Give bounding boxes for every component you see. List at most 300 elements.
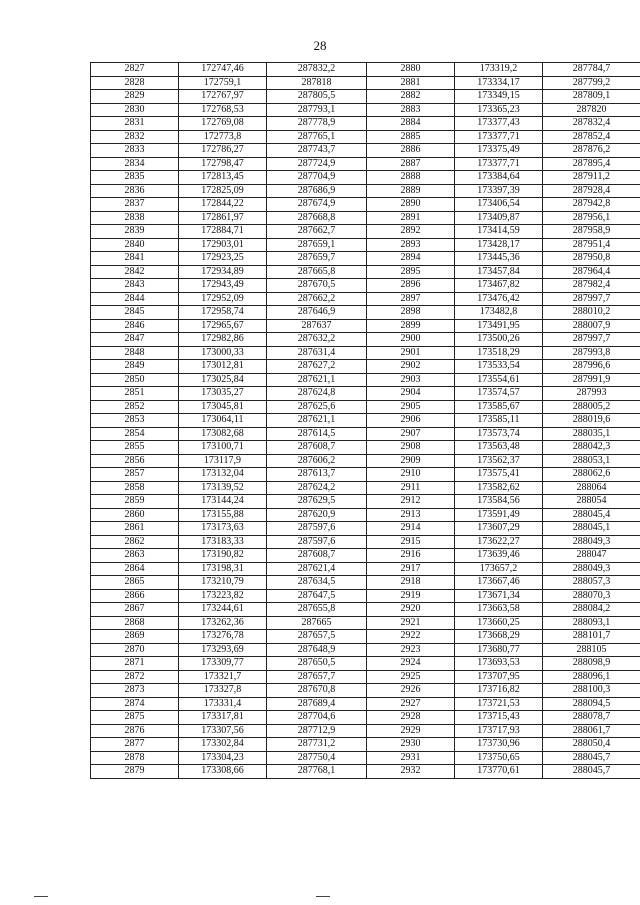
- table-cell: 173349,15: [455, 90, 543, 104]
- table-cell: 2899: [367, 319, 455, 333]
- table-cell: 172903,01: [179, 238, 267, 252]
- table-cell: 173680,77: [455, 643, 543, 657]
- table-cell: 287799,2: [543, 76, 640, 90]
- table-cell: 2878: [91, 751, 179, 765]
- table-cell: 287597,6: [267, 522, 367, 536]
- table-cell: 287689,4: [267, 697, 367, 711]
- table-cell: 287624,2: [267, 481, 367, 495]
- table-cell: 287793,1: [267, 103, 367, 117]
- table-cell: 288045,1: [543, 522, 640, 536]
- table-cell: 2893: [367, 238, 455, 252]
- table-row: [91, 387, 640, 401]
- table-cell: 173457,84: [455, 265, 543, 279]
- table-cell: 288057,3: [543, 576, 640, 590]
- table-cell: 287634,5: [267, 576, 367, 590]
- table-cell: 288084,2: [543, 603, 640, 617]
- table-cell: 2854: [91, 427, 179, 441]
- table-cell: 173657,2: [455, 562, 543, 576]
- table-cell: 2876: [91, 724, 179, 738]
- table-cell: 172923,25: [179, 252, 267, 266]
- table-row: [91, 63, 640, 77]
- table-row: [91, 319, 640, 333]
- table-cell: 287991,9: [543, 373, 640, 387]
- table-cell: 2909: [367, 454, 455, 468]
- table-cell: 2838: [91, 211, 179, 225]
- table-cell: 173293,69: [179, 643, 267, 657]
- table-cell: 172884,71: [179, 225, 267, 239]
- table-row: [91, 576, 640, 590]
- table-cell: 287621,4: [267, 562, 367, 576]
- table-cell: 287650,5: [267, 657, 367, 671]
- table-cell: 287765,1: [267, 130, 367, 144]
- table-cell: 173045,81: [179, 400, 267, 414]
- table-cell: 288053,1: [543, 454, 640, 468]
- table-cell: 2930: [367, 738, 455, 752]
- table-cell: 173365,23: [455, 103, 543, 117]
- table-cell: 173574,57: [455, 387, 543, 401]
- table-cell: 172813,45: [179, 171, 267, 185]
- table-cell: 172767,97: [179, 90, 267, 104]
- table-cell: 2927: [367, 697, 455, 711]
- table-cell: 2924: [367, 657, 455, 671]
- table-cell: 173693,53: [455, 657, 543, 671]
- table-cell: 172798,47: [179, 157, 267, 171]
- table-cell: 173476,42: [455, 292, 543, 306]
- table-cell: 2858: [91, 481, 179, 495]
- table-cell: 2897: [367, 292, 455, 306]
- table-cell: 173155,88: [179, 508, 267, 522]
- table-cell: 288061,7: [543, 724, 640, 738]
- table-cell: 173375,49: [455, 144, 543, 158]
- table-cell: 288101,7: [543, 630, 640, 644]
- table-cell: 173331,4: [179, 697, 267, 711]
- table-cell: 2891: [367, 211, 455, 225]
- table-cell: 173377,71: [455, 130, 543, 144]
- table-cell: 287670,8: [267, 684, 367, 698]
- table-cell: 2837: [91, 198, 179, 212]
- table-row: [91, 225, 640, 239]
- table-cell: 2877: [91, 738, 179, 752]
- table-cell: 2887: [367, 157, 455, 171]
- table-cell: 172768,53: [179, 103, 267, 117]
- table-row: [91, 630, 640, 644]
- table-row: [91, 157, 640, 171]
- table-cell: 2879: [91, 765, 179, 779]
- table-row: [91, 495, 640, 509]
- table-cell: 287784,7: [543, 63, 640, 77]
- table-cell: 172982,86: [179, 333, 267, 347]
- table-cell: 288035,1: [543, 427, 640, 441]
- table-cell: 287731,2: [267, 738, 367, 752]
- table-cell: 173012,81: [179, 360, 267, 374]
- table-cell: 2844: [91, 292, 179, 306]
- table-cell: 287704,6: [267, 711, 367, 725]
- table-cell: 288045,4: [543, 508, 640, 522]
- table-cell: 173377,71: [455, 157, 543, 171]
- table-cell: 2908: [367, 441, 455, 455]
- table-cell: 287996,6: [543, 360, 640, 374]
- table-cell: 173482,8: [455, 306, 543, 320]
- table-cell: 287629,5: [267, 495, 367, 509]
- table-cell: 2852: [91, 400, 179, 414]
- table-cell: 287621,1: [267, 373, 367, 387]
- table-cell: 172844,22: [179, 198, 267, 212]
- table-cell: 287820: [543, 103, 640, 117]
- table-cell: 173144,24: [179, 495, 267, 509]
- table-cell: 2919: [367, 589, 455, 603]
- table-cell: 2932: [367, 765, 455, 779]
- table-cell: 287768,1: [267, 765, 367, 779]
- table-cell: 173304,23: [179, 751, 267, 765]
- table-cell: 287637: [267, 319, 367, 333]
- table-cell: 173445,36: [455, 252, 543, 266]
- table-row: [91, 751, 640, 765]
- table-cell: 2868: [91, 616, 179, 630]
- table-cell: 287655,8: [267, 603, 367, 617]
- table-cell: 173663,58: [455, 603, 543, 617]
- table-cell: 2881: [367, 76, 455, 90]
- table-cell: 173064,11: [179, 414, 267, 428]
- table-cell: 173035,27: [179, 387, 267, 401]
- table-cell: 2861: [91, 522, 179, 536]
- table-cell: 2894: [367, 252, 455, 266]
- table-cell: 2922: [367, 630, 455, 644]
- table-cell: 288070,3: [543, 589, 640, 603]
- table-row: [91, 292, 640, 306]
- table-cell: 172786,27: [179, 144, 267, 158]
- table-cell: 288005,2: [543, 400, 640, 414]
- table-cell: 2860: [91, 508, 179, 522]
- table-cell: 2917: [367, 562, 455, 576]
- table-row: [91, 603, 640, 617]
- table-cell: 2902: [367, 360, 455, 374]
- table-cell: 2880: [367, 63, 455, 77]
- table-cell: 2892: [367, 225, 455, 239]
- table-cell: 287624,8: [267, 387, 367, 401]
- table-cell: 2845: [91, 306, 179, 320]
- table-cell: 287956,1: [543, 211, 640, 225]
- table-row: [91, 184, 640, 198]
- table-cell: 2886: [367, 144, 455, 158]
- table-cell: 287646,9: [267, 306, 367, 320]
- table-cell: 288096,1: [543, 670, 640, 684]
- table-cell: 288093,1: [543, 616, 640, 630]
- table-cell: 288094,5: [543, 697, 640, 711]
- coordinates-table-body: [91, 63, 640, 779]
- table-cell: 287659,1: [267, 238, 367, 252]
- table-cell: 287993,8: [543, 346, 640, 360]
- table-cell: 173518,29: [455, 346, 543, 360]
- table-cell: 288100,3: [543, 684, 640, 698]
- table-cell: 287743,7: [267, 144, 367, 158]
- table-cell: 173671,34: [455, 589, 543, 603]
- table-cell: 173309,77: [179, 657, 267, 671]
- table-cell: 288064: [543, 481, 640, 495]
- table-row: [91, 549, 640, 563]
- table-cell: 288010,2: [543, 306, 640, 320]
- table-cell: 287647,5: [267, 589, 367, 603]
- table-row: [91, 360, 640, 374]
- table-cell: 173500,26: [455, 333, 543, 347]
- table-cell: 173276,78: [179, 630, 267, 644]
- table-cell: 2849: [91, 360, 179, 374]
- table-cell: 173406,54: [455, 198, 543, 212]
- table-cell: 287778,9: [267, 117, 367, 131]
- table-cell: 2928: [367, 711, 455, 725]
- table-cell: 2907: [367, 427, 455, 441]
- table-cell: 173533,54: [455, 360, 543, 374]
- table-cell: 2851: [91, 387, 179, 401]
- table-cell: 288050,4: [543, 738, 640, 752]
- table-cell: 287613,7: [267, 468, 367, 482]
- table-cell: 173467,82: [455, 279, 543, 293]
- table-row: [91, 724, 640, 738]
- table-cell: 287852,4: [543, 130, 640, 144]
- table-cell: 173730,96: [455, 738, 543, 752]
- table-cell: 287631,4: [267, 346, 367, 360]
- table-row: [91, 171, 640, 185]
- table-cell: 287942,8: [543, 198, 640, 212]
- table-row: [91, 711, 640, 725]
- table-cell: 173660,25: [455, 616, 543, 630]
- table-cell: 287997,7: [543, 333, 640, 347]
- table-cell: 172965,67: [179, 319, 267, 333]
- table-cell: 287621,1: [267, 414, 367, 428]
- table-cell: 288042,3: [543, 441, 640, 455]
- table-cell: 287686,9: [267, 184, 367, 198]
- table-cell: 287648,9: [267, 643, 367, 657]
- table-cell: 288007,9: [543, 319, 640, 333]
- table-cell: 2871: [91, 657, 179, 671]
- table-cell: 2865: [91, 576, 179, 590]
- table-cell: 173585,11: [455, 414, 543, 428]
- table-cell: 173554,61: [455, 373, 543, 387]
- table-cell: 288047: [543, 549, 640, 563]
- table-cell: 173262,36: [179, 616, 267, 630]
- footer-mark-right: [316, 896, 330, 897]
- table-cell: 173384,64: [455, 171, 543, 185]
- table-cell: 173025,84: [179, 373, 267, 387]
- table-cell: 173100,71: [179, 441, 267, 455]
- table-cell: 287997,7: [543, 292, 640, 306]
- table-cell: 2869: [91, 630, 179, 644]
- table-cell: 173668,29: [455, 630, 543, 644]
- table-cell: 173582,62: [455, 481, 543, 495]
- table-cell: 2931: [367, 751, 455, 765]
- table-cell: 173716,82: [455, 684, 543, 698]
- table-cell: 172773,8: [179, 130, 267, 144]
- table-cell: 2873: [91, 684, 179, 698]
- table-cell: 288049,3: [543, 535, 640, 549]
- table-cell: 2889: [367, 184, 455, 198]
- table-cell: 2862: [91, 535, 179, 549]
- table-cell: 287662,2: [267, 292, 367, 306]
- table-cell: 287608,7: [267, 549, 367, 563]
- table-cell: 2833: [91, 144, 179, 158]
- table-cell: 288019,6: [543, 414, 640, 428]
- table-cell: 173770,61: [455, 765, 543, 779]
- table-cell: 173321,7: [179, 670, 267, 684]
- table-row: [91, 279, 640, 293]
- table-cell: 2913: [367, 508, 455, 522]
- table-cell: 2827: [91, 63, 179, 77]
- table-cell: 173622,27: [455, 535, 543, 549]
- table-cell: 287951,4: [543, 238, 640, 252]
- table-cell: 173317,81: [179, 711, 267, 725]
- table-cell: 2901: [367, 346, 455, 360]
- table-row: [91, 697, 640, 711]
- table-cell: 172861,97: [179, 211, 267, 225]
- table-cell: 2874: [91, 697, 179, 711]
- table-cell: 173377,43: [455, 117, 543, 131]
- table-cell: 173428,17: [455, 238, 543, 252]
- table-cell: 173334,17: [455, 76, 543, 90]
- table-cell: 287712,9: [267, 724, 367, 738]
- table-row: [91, 441, 640, 455]
- table-cell: 287665: [267, 616, 367, 630]
- table-cell: 287964,4: [543, 265, 640, 279]
- table-cell: 287659,7: [267, 252, 367, 266]
- table-cell: 2832: [91, 130, 179, 144]
- table-cell: 2842: [91, 265, 179, 279]
- table-cell: 2870: [91, 643, 179, 657]
- table-cell: 287625,6: [267, 400, 367, 414]
- table-cell: 2920: [367, 603, 455, 617]
- table-cell: 2900: [367, 333, 455, 347]
- table-cell: 2856: [91, 454, 179, 468]
- table-cell: 173308,66: [179, 765, 267, 779]
- table-cell: 173327,8: [179, 684, 267, 698]
- table-cell: 172759,1: [179, 76, 267, 90]
- table-cell: 287724,9: [267, 157, 367, 171]
- table-cell: 287627,2: [267, 360, 367, 374]
- table-row: [91, 427, 640, 441]
- table-cell: 173319,2: [455, 63, 543, 77]
- table-row: [91, 144, 640, 158]
- table-cell: 173667,46: [455, 576, 543, 590]
- table-cell: 173607,29: [455, 522, 543, 536]
- table-row: [91, 589, 640, 603]
- table-cell: 173139,52: [179, 481, 267, 495]
- table-cell: 173491,95: [455, 319, 543, 333]
- table-row: [91, 211, 640, 225]
- table-cell: 287662,7: [267, 225, 367, 239]
- table-cell: 288045,7: [543, 751, 640, 765]
- table-cell: 173750,65: [455, 751, 543, 765]
- table-cell: 2866: [91, 589, 179, 603]
- table-cell: 2905: [367, 400, 455, 414]
- table-cell: 287895,4: [543, 157, 640, 171]
- table-cell: 173190,82: [179, 549, 267, 563]
- table-cell: 287950,8: [543, 252, 640, 266]
- table-cell: 2848: [91, 346, 179, 360]
- table-row: [91, 306, 640, 320]
- table-cell: 2853: [91, 414, 179, 428]
- table-cell: 2863: [91, 549, 179, 563]
- table-row: [91, 333, 640, 347]
- table-row: [91, 103, 640, 117]
- table-row: [91, 522, 640, 536]
- table-cell: 287670,5: [267, 279, 367, 293]
- table-cell: 2904: [367, 387, 455, 401]
- table-cell: 2885: [367, 130, 455, 144]
- table-cell: 2918: [367, 576, 455, 590]
- table-cell: 287832,2: [267, 63, 367, 77]
- table-row: [91, 414, 640, 428]
- table-cell: 2864: [91, 562, 179, 576]
- table-cell: 287818: [267, 76, 367, 90]
- table-row: [91, 252, 640, 266]
- table-row: [91, 238, 640, 252]
- table-cell: 2840: [91, 238, 179, 252]
- table-row: [91, 117, 640, 131]
- table-row: [91, 76, 640, 90]
- table-cell: 173132,04: [179, 468, 267, 482]
- table-cell: 287668,8: [267, 211, 367, 225]
- table-cell: 2836: [91, 184, 179, 198]
- table-cell: 2829: [91, 90, 179, 104]
- table-cell: 2830: [91, 103, 179, 117]
- table-cell: 173584,56: [455, 495, 543, 509]
- table-cell: 173721,53: [455, 697, 543, 711]
- table-cell: 287750,4: [267, 751, 367, 765]
- table-cell: 173244,61: [179, 603, 267, 617]
- table-cell: 173397,39: [455, 184, 543, 198]
- table-cell: 2855: [91, 441, 179, 455]
- table-cell: 173198,31: [179, 562, 267, 576]
- table-cell: 173173,63: [179, 522, 267, 536]
- table-cell: 2867: [91, 603, 179, 617]
- table-cell: 287657,5: [267, 630, 367, 644]
- table-cell: 2916: [367, 549, 455, 563]
- table-cell: 287597,6: [267, 535, 367, 549]
- table-cell: 2846: [91, 319, 179, 333]
- table-cell: 172747,46: [179, 63, 267, 77]
- table-cell: 2841: [91, 252, 179, 266]
- table-row: [91, 616, 640, 630]
- table-cell: 287657,7: [267, 670, 367, 684]
- table-cell: 287911,2: [543, 171, 640, 185]
- table-cell: 2921: [367, 616, 455, 630]
- table-row: [91, 373, 640, 387]
- table-cell: 2926: [367, 684, 455, 698]
- table-cell: 2898: [367, 306, 455, 320]
- table-cell: 2875: [91, 711, 179, 725]
- table-row: [91, 643, 640, 657]
- table-cell: 2884: [367, 117, 455, 131]
- table-row: [91, 508, 640, 522]
- footer-mark-left: [34, 896, 48, 897]
- table-cell: 2859: [91, 495, 179, 509]
- table-cell: 2850: [91, 373, 179, 387]
- table-cell: 173409,87: [455, 211, 543, 225]
- table-cell: 173000,33: [179, 346, 267, 360]
- table-cell: 172958,74: [179, 306, 267, 320]
- table-cell: 2883: [367, 103, 455, 117]
- table-cell: 287620,9: [267, 508, 367, 522]
- table-cell: 2847: [91, 333, 179, 347]
- table-cell: 288078,7: [543, 711, 640, 725]
- table-cell: 287876,2: [543, 144, 640, 158]
- table-cell: 287608,7: [267, 441, 367, 455]
- table-cell: 2882: [367, 90, 455, 104]
- table-row: [91, 481, 640, 495]
- table-cell: 2890: [367, 198, 455, 212]
- table-cell: 173573,74: [455, 427, 543, 441]
- table-cell: 288098,9: [543, 657, 640, 671]
- page-number: 28: [313, 38, 327, 53]
- table-cell: 172943,49: [179, 279, 267, 293]
